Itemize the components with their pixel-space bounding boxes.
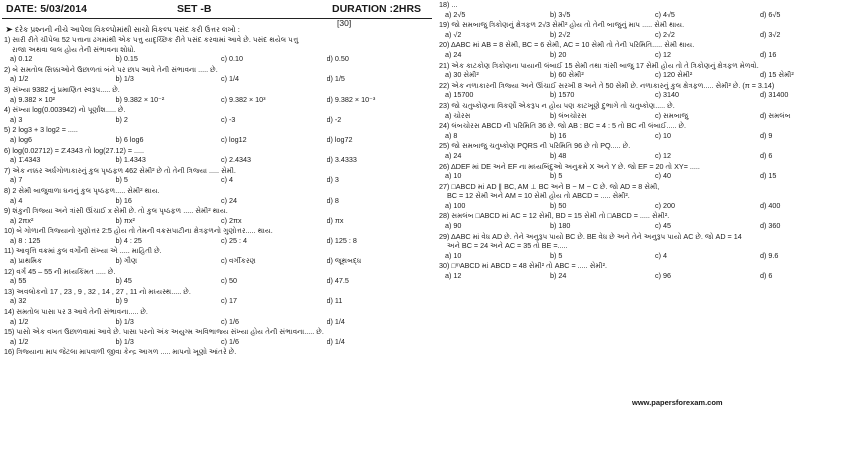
answer-option: c) 40 [655, 171, 671, 181]
answer-option: a) 100 [445, 200, 466, 210]
question-text: 27) □ABCD માં AD ∥ BC, AM ⊥ BC અને B − M − C છે. જો AD = 8 સેમી, [439, 181, 660, 191]
answer-option: b) 1.4343 [115, 155, 146, 165]
answer-option: d) πx [326, 215, 344, 225]
answer-option: a) 1̄.4343 [10, 155, 41, 165]
answer-option: b) 5 [550, 171, 563, 181]
answer-option: c) 50 [221, 276, 237, 286]
answer-option: b) 1570 [550, 90, 575, 100]
answer-option: b) 1/3 [115, 336, 134, 346]
question-item [2, 146, 432, 165]
answer-option: a) 2√5 [445, 9, 466, 19]
answer-option: c) 9.382 × 10³ [221, 94, 266, 104]
answer-options [445, 90, 865, 100]
answer-option: a) 90 [445, 221, 462, 231]
answer-option: a) 1/2 [10, 74, 29, 84]
exam-date: DATE: 5/03/2014 [6, 3, 87, 15]
instructions: ➤ દરેક પ્રશ્નની નીચે આપેલા વિકલ્પોમાંથી સાચો વિકલ્પ પસંદ કરી ઉત્તર લખો : [6, 25, 240, 34]
question-text: 20) ΔABC માં AB = 8 સેમી, BC = 6 સેમી, AC = 10 સેમી તો તેની પરિમિતિ..... સેમી થાય. [439, 40, 695, 50]
question-item [437, 40, 865, 59]
answer-option: b) 50 [550, 200, 567, 210]
answer-option: a) 4 [10, 195, 23, 205]
question-item [2, 186, 432, 205]
question-item [437, 0, 865, 19]
question-text: 13) અવલોકનો 17 , 23 , 9 , 32 , 14 , 27 , 11 નો મધ્યસ્થ..... છે. [4, 286, 191, 296]
question-item [2, 105, 432, 124]
question-text: 7) એક નક્કર અર્ધગોળાકારનું કુલ પૃષ્ઠફળ 462 સેમી² છે તો તેની ત્રિજ્યા ..... સેમી. [4, 165, 236, 175]
answer-options [10, 155, 432, 165]
answer-option: d) 16 [760, 49, 777, 59]
answer-options [445, 151, 865, 161]
answer-option: a) 1/2 [10, 316, 29, 326]
answer-option: a) 15700 [445, 90, 474, 100]
question-item [437, 20, 865, 39]
answer-option: a) 10 [445, 250, 462, 260]
answer-option: d) 400 [760, 200, 781, 210]
answer-options [10, 175, 432, 185]
question-text: 1) સારી રીતે ચીપેલા 52 પત્તાના ઢગમાંથી એક પત્તુ યાદૃચ્છિક રીતે પસંદ કરવામાં આવે છે. પસંદ થયેલ પત્તુ [4, 35, 299, 44]
question-item [2, 347, 432, 357]
answer-option: a) 8 [445, 130, 458, 140]
answer-option: b) 9 [115, 296, 128, 306]
answer-option: c) 25 : 4 [221, 235, 247, 245]
answer-option: c) log12 [221, 134, 247, 144]
answer-option: b) 5 [550, 250, 563, 260]
question-text: 8) 2 સેમી બાજુવાળા ઘનનું કુલ પૃષ્ઠફળ..... સેમી² થાય. [4, 185, 160, 195]
answer-options [445, 271, 865, 281]
question-text: 3) સંખ્યા 9382 નું પ્રમાણિત સ્વરૂપ..... છે. [4, 84, 120, 94]
answer-option: a) 10 [445, 171, 462, 181]
answer-option: c) 2πx [221, 215, 242, 225]
answer-option: c) 24 [221, 195, 237, 205]
answer-option: d) 0.50 [326, 54, 349, 64]
question-item [2, 166, 432, 185]
question-item [437, 162, 865, 181]
answer-option: a) 1/2 [10, 336, 29, 346]
answer-option: c) 2√2 [655, 29, 675, 39]
question-text: 12) વર્ગ 45 – 55 ની મધ્યકિંમત ..... છે. [4, 266, 116, 276]
question-item [2, 287, 432, 306]
left-column [2, 0, 432, 454]
answer-option: b) 16 [115, 195, 132, 205]
answer-option: b) 2 [115, 114, 128, 124]
answer-option: d) 6√5 [760, 9, 781, 19]
right-question-list [437, 0, 865, 281]
question-text: 24) લંબચોરસ ABCD ની પરિમિતિ 36 છે. જો AB : BC = 4 : 5 તો BC ની લંબાઈ..... છે. [439, 121, 687, 131]
question-text: 10) બે ગોળાની ત્રિજ્યાનો ગુણોત્તર 2:5 હોય તો તેમની વક્રસપાટીના ક્ષેત્રફળનો ગુણોત્તર..... થાય. [4, 226, 273, 236]
answer-option: a) 55 [10, 276, 27, 286]
answer-options [10, 196, 432, 206]
answer-option: a) 12 [445, 271, 462, 281]
question-text: 11) આવૃત્તિ વક્રમાં કુલ વર્ગોની સંખ્યા એ ..... માહિતી છે. [4, 246, 162, 256]
answer-option: d) 1/4 [326, 336, 345, 346]
answer-option: b) 24 [550, 271, 567, 281]
answer-option: d) 15 [760, 171, 777, 181]
answer-option: b) 48 [550, 150, 567, 160]
answer-options [10, 256, 432, 266]
question-item [437, 81, 865, 100]
question-text: 28) સમલંબ □ABCD માં AC = 12 સેમી, BD = 15 સેમી તો □ABCD = ..... સેમી². [439, 211, 670, 221]
answer-option: c) 4 [221, 175, 233, 185]
answer-option: b) લંબચોરસ [550, 110, 587, 120]
question-text: 25) જો સમબાજુ ચતુષ્કોણ PQRS ની પરિમિતિ 96 છે તો PQ..... છે. [439, 141, 631, 151]
question-text: 21) એક કાટકોણ ત્રિકોણના પાયાની લંબાઈ 15 સેમી તથા ત્રાંસી બાજુ 17 સેમી હોય તો તે ત્રિકોણનું ક્ષેત્રફળ મેળવો. [439, 60, 759, 70]
answer-option: c) 10 [655, 130, 671, 140]
answer-option: a) પ્રાથમિક [10, 256, 43, 266]
answer-options [10, 317, 432, 327]
question-item [437, 141, 865, 160]
answer-options [10, 95, 432, 105]
answer-option: d) 11 [326, 296, 343, 306]
question-text: 23) જો ચતુષ્કોણના વિકર્ણો એકરૂપ ન હોય પણ કાટખૂણે દુભાગે તો ચતુષ્કોણ..... છે. [439, 100, 675, 110]
answer-option: d) 125 : 8 [326, 235, 357, 245]
question-text: 26) ΔDEF માં DE અને EF ના મધ્યબિંદુઓ અનુક્રમે X અને Y છે. જો EF = 20 તો XY= ..... [439, 161, 700, 171]
answer-option: c) 45 [655, 221, 671, 231]
answer-option: a) 7 [10, 175, 23, 185]
answer-options [10, 74, 432, 84]
answer-options [445, 50, 865, 60]
question-text: 22) એક નળાકારની ત્રિજ્યા અને ઊંચાઈ સરખી 8 અને તે 50 સેમી છે. નળાકારનું કુલ ક્ષેત્રફળ..... સેમી² છે. (π = 3.14) [439, 80, 775, 90]
answer-option: d) -2 [326, 114, 342, 124]
question-text: 16) ત્રિજ્યાના માપ જેટલા માપવાળી જીવા કેન્દ્ર આગળ ..... માપનો ખૂણો આંતરે છે. [4, 347, 237, 357]
question-item [2, 206, 432, 225]
exam-header [2, 0, 432, 19]
answer-option: d) જૂથબદ્ધ [326, 256, 362, 266]
answer-options [445, 221, 865, 231]
answer-option: b) 180 [550, 221, 571, 231]
answer-option: b) 1/3 [115, 74, 134, 84]
answer-option: a) ચોરસ [445, 110, 471, 120]
answer-option: b) 2√2 [550, 29, 571, 39]
answer-option: b) 3√5 [550, 9, 571, 19]
answer-option: d) સમલંબ [760, 110, 791, 120]
website-footer: www.papersforexam.com [632, 398, 723, 407]
left-question-list [2, 35, 432, 357]
question-text: 4) સંખ્યા log(0.003942) નો પૂર્ણાંશ..... છે. [4, 105, 126, 115]
answer-option: c) 12 [655, 49, 671, 59]
answer-option: d) 15 સેમી² [760, 70, 794, 80]
question-item [437, 211, 865, 230]
answer-option: b) 16 [550, 130, 567, 140]
question-item [2, 327, 432, 346]
answer-option: a) 30 સેમી² [445, 70, 479, 80]
answer-option: d) 360 [760, 221, 781, 231]
answer-options [445, 131, 865, 141]
exam-set: SET -B [177, 3, 212, 15]
question-item [2, 85, 432, 104]
answer-option: b) 20 [550, 49, 567, 59]
answer-option: b) 5 [115, 175, 128, 185]
answer-option: c) 4√5 [655, 9, 675, 19]
answer-option: a) log6 [10, 134, 32, 144]
question-text-continued: અને BC = 24 અને AC = 35 તો BE =..... [447, 241, 568, 251]
question-item [2, 65, 432, 84]
answer-options [10, 276, 432, 286]
answer-options [445, 30, 865, 40]
answer-option: b) 4 : 25 [115, 235, 142, 245]
answer-option: c) -3 [221, 114, 236, 124]
question-text: 18) ... [439, 0, 458, 9]
answer-option: c) 4 [655, 250, 667, 260]
answer-option: a) √2 [445, 29, 462, 39]
question-text: 5) 2 log3 + 3 log2 = ..... [4, 125, 78, 135]
answer-option: b) ગૌણ [115, 256, 138, 266]
answer-option: a) 24 [445, 150, 462, 160]
answer-options [445, 111, 865, 121]
exam-duration: DURATION :2HRS [332, 3, 422, 15]
answer-option: b) 45 [115, 276, 132, 286]
right-column [437, 0, 865, 454]
answer-option: c) 2.4343 [221, 155, 251, 165]
answer-option: c) 1/6 [221, 336, 239, 346]
question-item [2, 35, 432, 64]
answer-options [10, 115, 432, 125]
answer-options [10, 337, 432, 347]
question-item [2, 226, 432, 245]
question-text-continued: BC = 12 સેમી અને AM = 10 સેમી હોય તો ABCD = ..... સેમી². [447, 191, 630, 201]
answer-option: d) log72 [326, 134, 353, 144]
question-item [2, 125, 432, 144]
question-item [437, 121, 865, 140]
answer-options [10, 216, 432, 226]
answer-option: b) 60 સેમી² [550, 70, 584, 80]
answer-option: c) 96 [655, 271, 671, 281]
question-item [437, 261, 865, 280]
answer-option: c) 0.10 [221, 54, 243, 64]
question-text: 6) log(0.02712) = 2̄.4343 તો log(27.12) = ..... [4, 145, 145, 155]
answer-option: c) વર્ગીકરણ [221, 256, 256, 266]
answer-option: d) 8 [326, 195, 339, 205]
answer-option: b) 9.382 × 10⁻² [115, 94, 165, 104]
answer-option: c) 200 [655, 200, 675, 210]
question-item [2, 267, 432, 286]
answer-option: d) 1/4 [326, 316, 345, 326]
answer-option: b) 6 log6 [115, 134, 144, 144]
answer-options [10, 54, 432, 64]
answer-option: c) સમબાજુ [655, 110, 689, 120]
question-item [437, 101, 865, 120]
question-text: 14) સમતોલ પાસા પર 3 આવે તેની સંભાવના..... છે. [4, 307, 148, 317]
answer-options [10, 135, 432, 145]
question-item [437, 232, 865, 261]
answer-option: d) 6 [760, 271, 773, 281]
answer-option: c) 120 સેમી² [655, 70, 693, 80]
answer-option: a) 8 : 125 [10, 235, 41, 245]
answer-option: a) 32 [10, 296, 27, 306]
answer-option: a) 0.12 [10, 54, 33, 64]
exam-marks: [30] [337, 18, 352, 28]
answer-option: b) 1/3 [115, 316, 134, 326]
answer-option: d) 9.382 × 10⁻³ [326, 94, 376, 104]
answer-option: d) 31400 [760, 90, 789, 100]
answer-options [445, 171, 865, 181]
answer-option: c) 12 [655, 150, 671, 160]
question-text: 2) બે સમતોલ સિક્કાઓને ઉછાળતાં બંને પર છાપ આવે તેની સંભાવના ..... છે. [4, 64, 218, 74]
answer-option: d) 9.6 [760, 250, 779, 260]
question-text: 15) પાસો એક વખત ઉછાળવામાં આવે છે. પાસા પરનો અંક અયુગ્મ અવિભાજ્ય સંખ્યા હોય તેની સંભાવના..... છે. [4, 327, 324, 337]
answer-option: d) 47.5 [326, 276, 349, 286]
answer-option: d) 3.4333 [326, 155, 357, 165]
question-text: 19) જો સમબાજુ ત્રિકોણનું ક્ષેત્રફળ 2√3 સેમી² હોય તો તેની બાજુનું માપ ..... સેમી થાય. [439, 20, 685, 30]
answer-option: d) 3 [326, 175, 339, 185]
answer-option: d) 6 [760, 150, 773, 160]
answer-option: d) 9 [760, 130, 773, 140]
answer-option: c) 1/4 [221, 74, 239, 84]
question-item [2, 246, 432, 265]
question-text: 9) શંકુની ત્રિજ્યા અને ત્રાંસી ઊંચાઈ x સેમી છે. તો કુલ પૃષ્ઠફળ ..... સેમી² થાય. [4, 206, 228, 216]
answer-option: a) 3 [10, 114, 23, 124]
answer-option: b) πx² [115, 215, 135, 225]
answer-options [445, 201, 865, 211]
question-text-continued: રાજા અથવા લાલ હોય તેની સંભાવના શોધો. [12, 44, 136, 54]
answer-options [445, 10, 865, 20]
answer-option: c) 3140 [655, 90, 679, 100]
answer-option: c) 17 [221, 296, 237, 306]
answer-options [445, 70, 865, 80]
question-item [437, 61, 865, 80]
answer-option: d) 1/5 [326, 74, 345, 84]
question-item [2, 307, 432, 326]
answer-option: c) 1/6 [221, 316, 239, 326]
answer-option: a) 2πx² [10, 215, 34, 225]
answer-option: a) 24 [445, 49, 462, 59]
answer-options [445, 251, 865, 261]
answer-options [10, 296, 432, 306]
answer-option: b) 0.15 [115, 54, 138, 64]
answer-options [10, 236, 432, 246]
answer-option: d) 3√2 [760, 29, 781, 39]
question-text: 30) □ᵐABCD માં ABCD = 48 સેમી² તો ABC = ..... સેમી². [439, 261, 607, 271]
question-item [437, 182, 865, 211]
question-text: 29) ΔABC માં વેધ AD છે. તેને અનુરૂપ પાયો BC છે. BE વેધ છે અને તેને અનુરૂપ પાયો AC છે. જો AD = 14 [439, 231, 742, 241]
answer-option: a) 9.382 × 10² [10, 94, 55, 104]
